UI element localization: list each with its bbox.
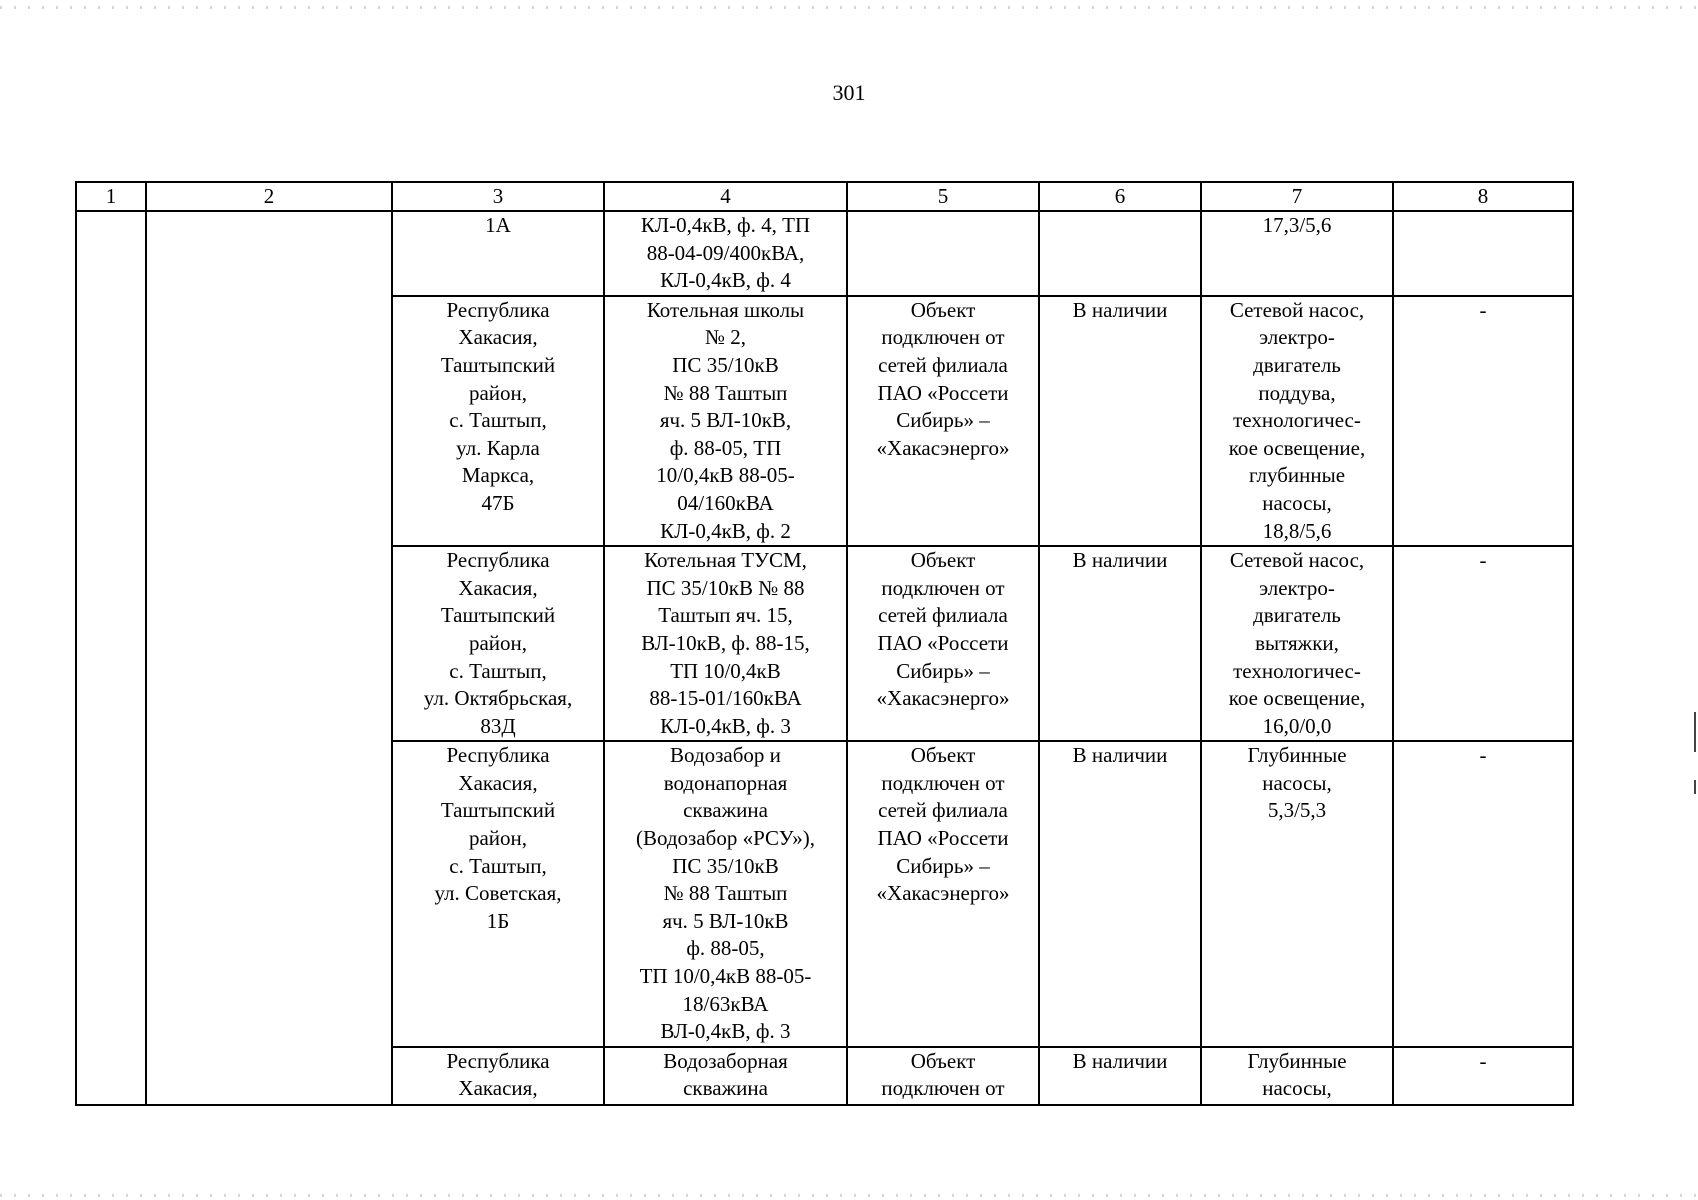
cell-line: 1Б bbox=[486, 908, 510, 933]
cell-line: 17,3/5,6 bbox=[1262, 213, 1332, 237]
cell-availability bbox=[1039, 211, 1201, 296]
cell-line: электро- bbox=[1259, 575, 1335, 600]
cell-line: глубинные bbox=[1248, 463, 1346, 488]
cell-availability bbox=[1039, 741, 1201, 1047]
cell-connection-point bbox=[604, 211, 847, 296]
cell-line: подключен от bbox=[881, 770, 1005, 795]
cell-line: Маркса, bbox=[461, 463, 535, 488]
cell-line: ТП 10/0,4кВ 88-05- bbox=[639, 964, 812, 989]
cell-line: район, bbox=[468, 826, 528, 851]
cell-availability bbox=[1039, 1047, 1201, 1105]
cell-line: технологичес- bbox=[1233, 658, 1361, 683]
cell-line: Сибирь» – bbox=[896, 658, 990, 683]
cell-line: В наличии bbox=[1072, 297, 1168, 322]
table-header-row bbox=[76, 182, 1573, 211]
cell-line: - bbox=[1479, 743, 1487, 768]
cell-line: кое освещение, bbox=[1228, 435, 1366, 460]
cell-line: кое освещение, bbox=[1228, 686, 1366, 711]
cell-line: Объект bbox=[910, 297, 976, 322]
cell-connection-point bbox=[604, 741, 847, 1047]
cell-line: Таштыпский bbox=[440, 798, 556, 823]
cell-line: Хакасия, bbox=[458, 575, 538, 600]
cell-line: Сибирь» – bbox=[896, 408, 990, 433]
cell-line: «Хакасэнерго» bbox=[876, 881, 1010, 906]
cell-line: водонапорная bbox=[663, 770, 788, 795]
cell-line: ВЛ-10кВ, ф. 88-15, bbox=[641, 630, 810, 655]
cell-note bbox=[1393, 296, 1573, 546]
cell-line: Котельная школы bbox=[646, 297, 805, 322]
cell-line: - bbox=[1479, 548, 1487, 573]
scan-edge-mark bbox=[1694, 780, 1696, 794]
cell-line: технологичес- bbox=[1233, 408, 1361, 433]
page-number: 301 bbox=[832, 80, 866, 105]
cell-line: подключен от bbox=[881, 1076, 1005, 1101]
cell-line: 1А bbox=[485, 213, 511, 237]
cell-equipment-load bbox=[1201, 741, 1393, 1047]
cell-line: ул. Октябрьская, bbox=[423, 686, 573, 711]
cell-line: ПАО «Россети bbox=[877, 826, 1009, 851]
cell-line: В наличии bbox=[1072, 743, 1168, 768]
cell-equipment-load bbox=[1201, 296, 1393, 546]
cell-line: скважина bbox=[683, 1076, 768, 1101]
scan-noise-bottom bbox=[0, 1194, 1698, 1197]
cell-line: ул. Советская, bbox=[434, 881, 562, 906]
cell-line: ф. 88-05, bbox=[686, 936, 765, 961]
cell-line: № 88 Таштып bbox=[663, 380, 788, 405]
cell-line: Глубинные bbox=[1247, 743, 1347, 768]
cell-line: насосы, bbox=[1262, 770, 1332, 795]
cell-line: район, bbox=[468, 630, 528, 655]
cell-location bbox=[392, 741, 604, 1047]
cell-line: подключен от bbox=[881, 325, 1005, 350]
cell-line: ПС 35/10кВ bbox=[672, 352, 779, 377]
cell-line: Водозаборная bbox=[663, 1048, 788, 1073]
cell-line: подключен от bbox=[881, 575, 1005, 600]
column-header: 2 bbox=[146, 182, 392, 211]
cell-line: ТП 10/0,4кВ bbox=[670, 658, 781, 683]
cell-line: 10/0,4кВ 88-05- bbox=[656, 463, 795, 488]
cell-note bbox=[1393, 211, 1573, 296]
cell-line: поддува, bbox=[1258, 380, 1336, 405]
cell-line: двигатель bbox=[1253, 603, 1341, 628]
cell-location bbox=[392, 211, 604, 296]
cell-line: 16,0/0,0 bbox=[1262, 713, 1332, 738]
cell-line: 88-15-01/160кВА bbox=[649, 686, 802, 711]
cell-line: яч. 5 ВЛ-10кВ, bbox=[659, 408, 792, 433]
cell-line: Объект bbox=[910, 743, 976, 768]
cell-line: электро- bbox=[1259, 325, 1335, 350]
cell-line: Сибирь» – bbox=[896, 853, 990, 878]
cell-line: Таштып яч. 15, bbox=[658, 603, 793, 628]
column-header: 7 bbox=[1201, 182, 1393, 211]
cell-line: № 2, bbox=[704, 325, 747, 350]
cell-line: КЛ-0,4кВ, ф. 2 bbox=[660, 518, 791, 543]
cell-line: Хакасия, bbox=[458, 325, 538, 350]
cell-supply-source bbox=[847, 1047, 1039, 1105]
scan-noise-top bbox=[0, 6, 1698, 9]
cell-supply-source bbox=[847, 296, 1039, 546]
cell-line: Водозабор и bbox=[670, 743, 781, 768]
cell-line: ПАО «Россети bbox=[877, 380, 1009, 405]
cell-line: сетей филиала bbox=[878, 603, 1008, 628]
cell-line: Хакасия, bbox=[458, 770, 538, 795]
cell-availability bbox=[1039, 296, 1201, 546]
cell-line: насосы, bbox=[1262, 1076, 1332, 1101]
cell-line: - bbox=[1479, 297, 1487, 322]
cell-line: 18,8/5,6 bbox=[1262, 518, 1332, 543]
cell-equipment-load bbox=[1201, 211, 1393, 296]
cell-line: ПАО «Россети bbox=[877, 630, 1009, 655]
cell-line: Республика bbox=[446, 297, 550, 322]
cell-line: 18/63кВА bbox=[682, 991, 769, 1016]
cell-note bbox=[1393, 741, 1573, 1047]
column-header: 5 bbox=[847, 182, 1039, 211]
column-header: 8 bbox=[1393, 182, 1573, 211]
cell-supply-source bbox=[847, 211, 1039, 296]
scan-edge-mark bbox=[1694, 712, 1696, 752]
cell-line: Республика bbox=[446, 1048, 550, 1073]
cell-line: скважина bbox=[683, 798, 768, 823]
cell-line: 04/160кВА bbox=[677, 490, 774, 515]
cell-supply-source bbox=[847, 741, 1039, 1047]
cell-line: 5,3/5,3 bbox=[1267, 798, 1327, 823]
column-header: 4 bbox=[604, 182, 847, 211]
cell-line: ПС 35/10кВ bbox=[672, 853, 779, 878]
cell-line: ф. 88-05, ТП bbox=[669, 435, 782, 460]
cell-location bbox=[392, 546, 604, 741]
cell-line: «Хакасэнерго» bbox=[876, 686, 1010, 711]
cell-line: яч. 5 ВЛ-10кВ bbox=[662, 908, 789, 933]
cell-connection-point bbox=[604, 546, 847, 741]
cell-supply-source bbox=[847, 546, 1039, 741]
cell-location bbox=[392, 296, 604, 546]
table-row bbox=[76, 211, 1573, 296]
cell-line: Объект bbox=[910, 1048, 976, 1073]
cell-note bbox=[1393, 1047, 1573, 1105]
cell-line: ПС 35/10кВ № 88 bbox=[646, 575, 805, 600]
cell-line: Республика bbox=[446, 743, 550, 768]
cell-line: ул. Карла bbox=[456, 435, 540, 460]
cell-line: Котельная ТУСМ, bbox=[644, 548, 807, 573]
cell-line: вытяжки, bbox=[1255, 630, 1339, 655]
cell-line: КЛ-0,4кВ, ф. 4 bbox=[660, 268, 791, 293]
cell-line: сетей филиала bbox=[878, 352, 1008, 377]
cell-line: с. Таштып, bbox=[449, 853, 547, 878]
cell-line: КЛ-0,4кВ, ф. 3 bbox=[660, 713, 791, 738]
cell-location bbox=[392, 1047, 604, 1105]
cell-line: - bbox=[1479, 1048, 1487, 1073]
column-header: 6 bbox=[1039, 182, 1201, 211]
cell-line: КЛ-0,4кВ, ф. 4, ТП bbox=[640, 213, 811, 237]
cell-line: Объект bbox=[910, 548, 976, 573]
cell-equipment-load bbox=[1201, 1047, 1393, 1105]
cell-line: ВЛ-0,4кВ, ф. 3 bbox=[660, 1019, 791, 1044]
cell-equipment-load bbox=[1201, 546, 1393, 741]
cell-line: Сетевой насос, bbox=[1229, 297, 1365, 322]
cell-line: двигатель bbox=[1253, 352, 1341, 377]
cell-availability bbox=[1039, 546, 1201, 741]
data-table bbox=[75, 181, 1574, 1106]
column-header: 1 bbox=[76, 182, 146, 211]
cell-line: район, bbox=[468, 380, 528, 405]
cell-line: Таштыпский bbox=[440, 603, 556, 628]
cell-line: Хакасия, bbox=[458, 1076, 538, 1101]
cell-line: № 88 Таштып bbox=[663, 881, 788, 906]
cell-line: насосы, bbox=[1262, 490, 1332, 515]
merged-cell-col2 bbox=[146, 211, 392, 1105]
cell-line: сетей филиала bbox=[878, 798, 1008, 823]
cell-line: В наличии bbox=[1072, 1048, 1168, 1073]
cell-line: 88-04-09/400кВА, bbox=[646, 240, 805, 265]
cell-line: Республика bbox=[446, 548, 550, 573]
cell-connection-point bbox=[604, 296, 847, 546]
cell-note bbox=[1393, 546, 1573, 741]
merged-cell-col1 bbox=[76, 211, 146, 1105]
cell-line: Сетевой насос, bbox=[1229, 548, 1365, 573]
cell-line: 83Д bbox=[480, 713, 516, 738]
cell-line: (Водозабор «РСУ»), bbox=[635, 826, 816, 851]
cell-line: 47Б bbox=[481, 490, 515, 515]
cell-line: с. Таштып, bbox=[449, 408, 547, 433]
cell-line: Глубинные bbox=[1247, 1048, 1347, 1073]
column-header: 3 bbox=[392, 182, 604, 211]
cell-line: В наличии bbox=[1072, 548, 1168, 573]
cell-line: Таштыпский bbox=[440, 352, 556, 377]
cell-line: с. Таштып, bbox=[449, 658, 547, 683]
cell-connection-point bbox=[604, 1047, 847, 1105]
cell-line: «Хакасэнерго» bbox=[876, 435, 1010, 460]
